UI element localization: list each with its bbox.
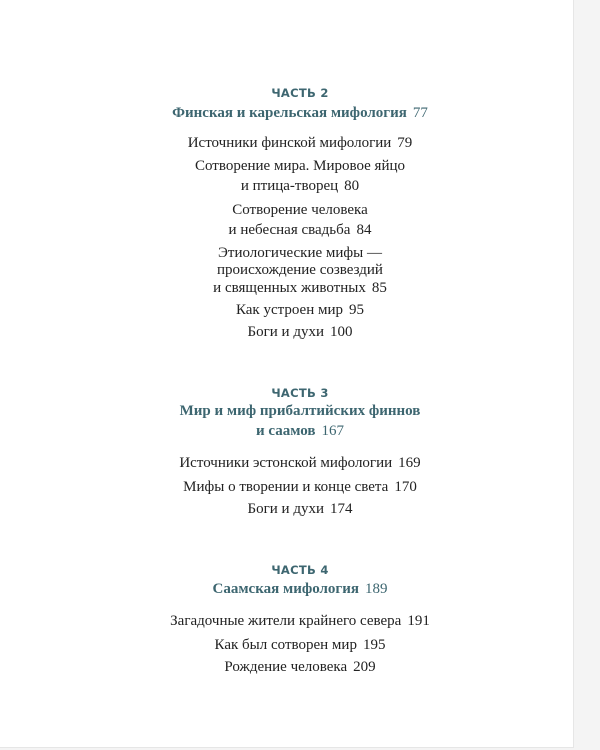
page-number: 84 [356, 222, 372, 238]
part-label: ЧАСТЬ 2 [271, 86, 329, 100]
toc-entry-continued[interactable]: и птица-творец 80 [240, 178, 360, 194]
part-title: Саамская мифология 189 [212, 581, 388, 597]
page-number: 100 [329, 324, 353, 340]
page-number: 174 [329, 501, 353, 517]
page-number: 170 [394, 479, 417, 495]
page-number: 95 [349, 302, 365, 318]
toc-entry[interactable]: Сотворение мира. Мировое яйцо [194, 158, 406, 174]
toc-entry[interactable]: Загадочные жители крайнего севера 191 [170, 613, 430, 629]
toc-entry[interactable]: Рождение человека 209 [224, 659, 376, 675]
toc-entry[interactable]: Этиологические мифы — [218, 245, 382, 261]
toc-entry[interactable]: Источники финской мифологии 79 [187, 135, 413, 151]
part-title: Мир и миф прибалтийских финнов [179, 403, 421, 419]
toc-entry[interactable]: Как устроен мир 95 [235, 302, 365, 318]
page-number: 189 [365, 581, 388, 597]
page-number: 195 [362, 637, 386, 653]
toc-entry-continued[interactable]: происхождение созвездий [217, 262, 383, 278]
part-label: ЧАСТЬ 3 [271, 386, 329, 400]
page-number: 79 [397, 135, 413, 151]
part-label: ЧАСТЬ 4 [271, 563, 329, 577]
toc-entry[interactable]: Боги и духи 174 [247, 501, 353, 517]
part-title: Финская и карельская мифология 77 [172, 105, 428, 121]
part-title-continued: и саамов 167 [256, 423, 344, 439]
toc-entry[interactable]: Источники эстонской мифологии 169 [179, 455, 421, 471]
page-number: 167 [321, 423, 344, 439]
toc-entry[interactable]: Мифы о творении и конце света 170 [183, 479, 417, 495]
page-number: 169 [398, 455, 421, 471]
page-number: 77 [412, 105, 428, 121]
toc-entry[interactable]: Боги и духи 100 [247, 324, 353, 340]
toc-entry-continued[interactable]: и небесная свадьба 84 [228, 222, 372, 238]
page-number: 85 [371, 280, 387, 296]
toc-entry-continued[interactable]: и священных животных 85 [213, 280, 387, 296]
toc-entry[interactable]: Сотворение человека [232, 202, 368, 218]
toc-entry[interactable]: Как был сотворен мир 195 [214, 637, 386, 653]
page-number: 191 [407, 613, 430, 629]
page-number: 80 [344, 178, 360, 194]
page-number: 209 [353, 659, 376, 675]
